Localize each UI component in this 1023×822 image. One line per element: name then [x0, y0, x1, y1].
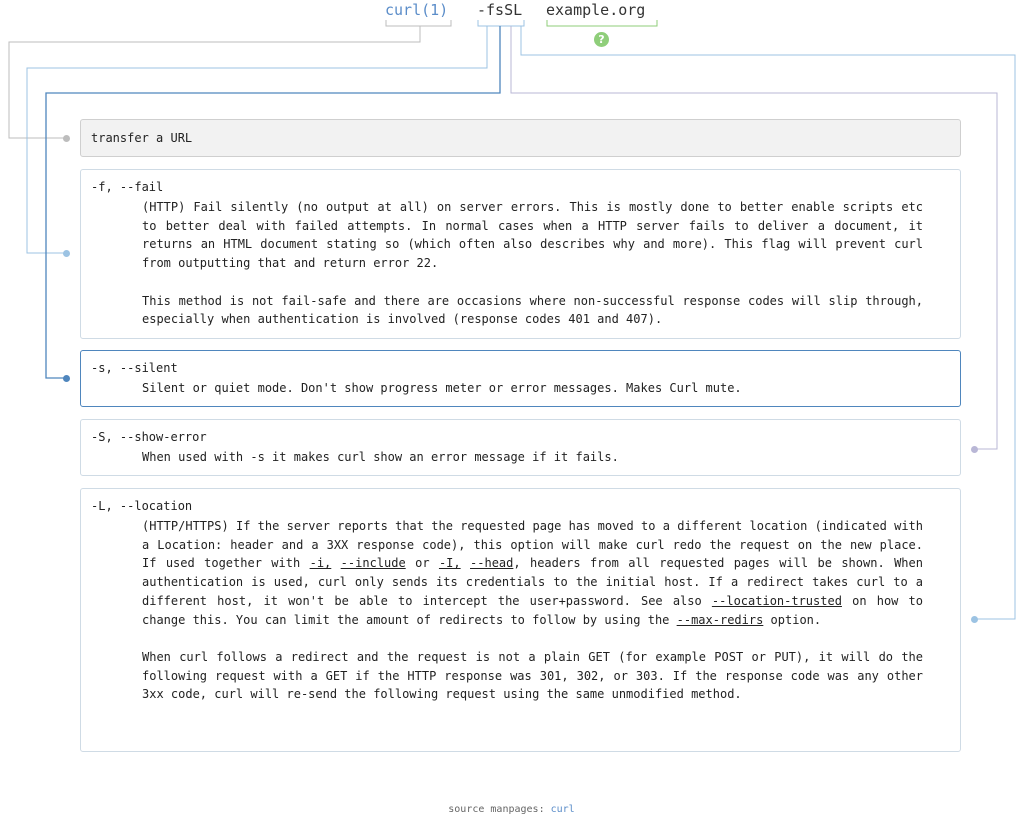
command-line: [0, 0, 1023, 30]
footer-label: source manpages:: [448, 804, 545, 815]
location-dot: [971, 616, 978, 623]
option-flag: -s, --silent: [91, 361, 178, 375]
link-location-trusted[interactable]: --location-trusted: [711, 593, 842, 608]
command-program[interactable]: curl(1): [385, 1, 449, 19]
program-dot: [63, 135, 70, 142]
fail-dot: [63, 250, 70, 257]
program-description-box[interactable]: [80, 119, 961, 157]
description-paragraph: (HTTP) Fail silently (no output at all) on server errors. This is mostly done to better enable scripts etc to better deal with failed attempts. In normal cases when a HTTP server fails to deliver a document, it returns an HTML document stating so (which often also describes why and more). This flag will prevent curl from outputting that and return error 22.: [142, 200, 923, 271]
description-paragraph: (HTTP/HTTPS) If the server reports that the requested page has moved to a different location (indicated with a Location: header and a 3XX response code), this option will make curl redo the request on the new place. If used together with -i, --include or -I, --head, headers from all requested pages will be shown. When authentication is used, curl only sends its credentials to the initial host. If a redirect takes curl to a different host, it won't be able to intercept the user+password. See also --location-trusted on how to change this. You can limit the amount of redirects to follow by using the --max-redirs option.: [142, 519, 923, 627]
description-paragraph: When curl follows a redirect and the request is not a plain GET (for example POST or PUT), it will do the following request with a GET if the HTTP response was 301, 302, or 303. If the response code was any other 3xx code, curl will re-send the following request using the same unmodified method.: [142, 649, 923, 702]
link-I[interactable]: -I,: [438, 556, 461, 571]
option-flag: -f, --fail: [91, 180, 164, 194]
program-description: transfer a URL: [91, 131, 193, 145]
silent-dot: [63, 375, 70, 382]
show-error-dot: [971, 446, 978, 453]
link-max-redirs[interactable]: --max-redirs: [676, 612, 764, 627]
footer-source-link[interactable]: curl: [550, 804, 575, 815]
description-paragraph: This method is not fail-safe and there are occasions where non-successful response codes will slip through, especially when authentication is involved (response codes 401 and 407).: [142, 293, 923, 327]
description-paragraph: When used with -s it makes curl show an error message if it fails.: [142, 450, 619, 464]
link-include[interactable]: --include: [340, 556, 406, 571]
option-description: [142, 517, 923, 704]
option-flag: -S, --show-error: [91, 430, 207, 444]
link-head[interactable]: --head: [470, 556, 514, 571]
option-silent-box[interactable]: [80, 350, 961, 407]
question-icon[interactable]: ?: [594, 32, 609, 47]
footer: [0, 804, 1023, 815]
option-description: [142, 379, 923, 398]
option-location-box[interactable]: [80, 488, 961, 752]
command-argument[interactable]: example.org: [546, 1, 646, 19]
link-i[interactable]: -i,: [309, 556, 332, 571]
option-fail-box[interactable]: [80, 169, 961, 339]
option-show-error-box[interactable]: [80, 419, 961, 476]
option-description: [142, 448, 923, 467]
option-flag: -L, --location: [91, 499, 193, 513]
command-options[interactable]: -fsSL: [477, 1, 523, 19]
option-description: [142, 198, 923, 329]
description-paragraph: Silent or quiet mode. Don't show progress meter or error messages. Makes Curl mute.: [142, 381, 742, 395]
